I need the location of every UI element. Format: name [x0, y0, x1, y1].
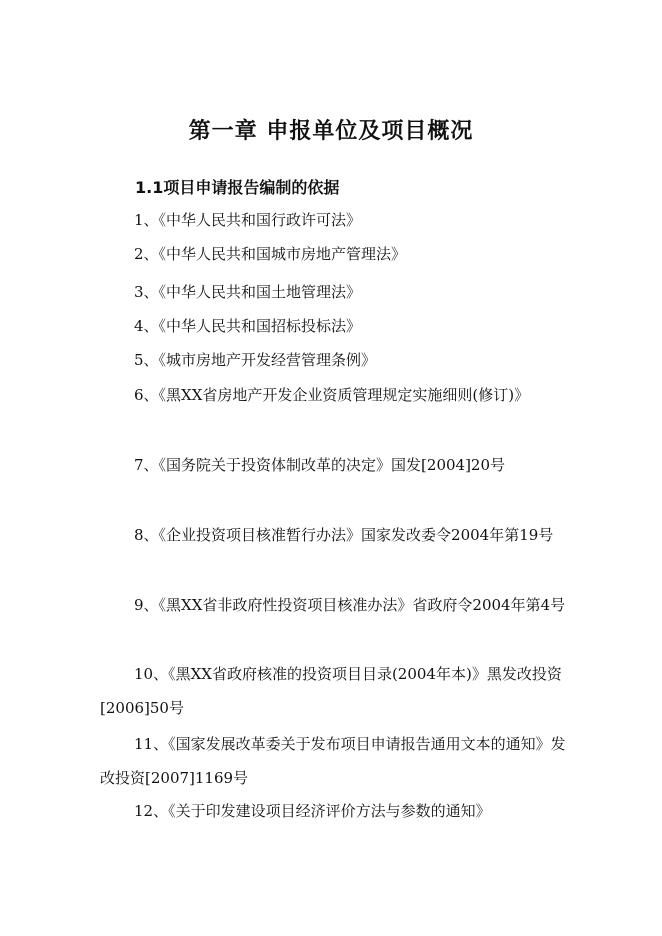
list-item: 10、《黑XX省政府核准的投资项目目录(2004年本)》黑发改投资[2006]50号	[100, 665, 562, 717]
list-item: 1、《中华人民共和国行政许可法》	[134, 211, 362, 229]
list-item: 6、《黑XX省房地产开发企业资质管理规定实施细则(修订)》	[134, 386, 530, 404]
list-item: 11、《国家发展改革委关于发布项目申请报告通用文本的通知》发改投资[2007]1169号	[100, 735, 566, 787]
list-item: 8、《企业投资项目核准暂行办法》国家发改委令2004年第19号	[134, 526, 554, 544]
list-item: 5、《城市房地产开发经营管理条例》	[134, 351, 377, 369]
list-item: 7、《国务院关于投资体制改革的决定》国发[2004]20号	[134, 456, 506, 474]
list-item: 4、《中华人民共和国招标投标法》	[134, 317, 362, 335]
list-item: 2、《中华人民共和国城市房地产管理法》	[134, 245, 407, 263]
chapter-title: 第一章 申报单位及项目概况	[188, 118, 474, 144]
list-item: 9、《黑XX省非政府性投资项目核准办法》省政府令2004年第4号	[134, 596, 566, 614]
list-item: 3、《中华人民共和国土地管理法》	[134, 283, 362, 301]
list-item: 12、《关于印发建设项目经济评价方法与参数的通知》	[134, 802, 491, 820]
section-heading: 1.1项目申请报告编制的依据	[135, 178, 340, 197]
